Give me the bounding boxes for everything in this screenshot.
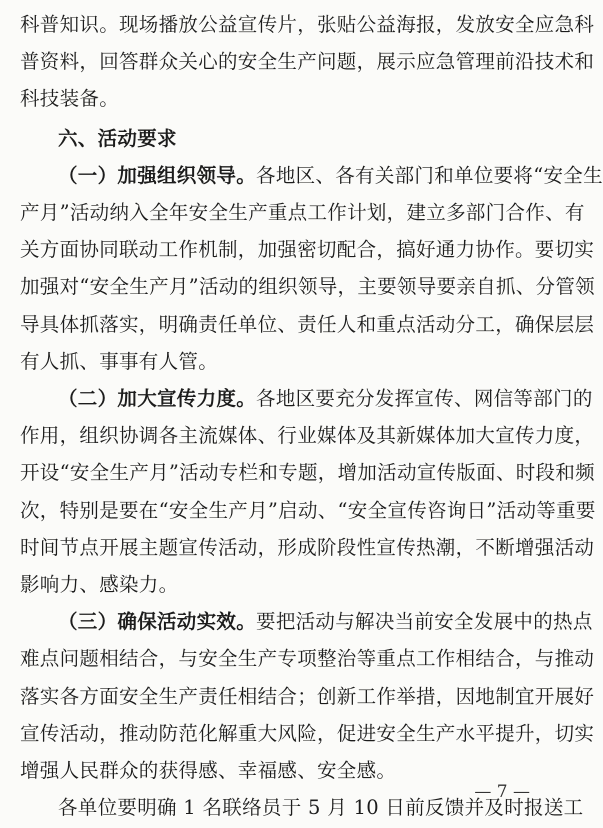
line-text: 次，特别是要在“安全生产月”启动、“安全宣传咨询日”活动等重要 [20, 498, 596, 522]
text-line [58, 788, 584, 828]
line-text: 时间节点开展主题宣传活动，形成阶段性宣传热潮，不断增强活动 [20, 535, 595, 559]
line-text: 开设“安全生产月”活动专栏和专题，增加活动宣传版面、时段和频 [20, 461, 595, 485]
subsection-title: （三）确保活动实效。 [58, 610, 257, 634]
line-text: 各地区、各有关部门和单位要将“安全生 [256, 163, 603, 187]
text-line [20, 565, 532, 605]
heading-text: 六、活动要求 [58, 126, 177, 150]
subsection-title: （二）加大宣传力度。 [58, 387, 257, 410]
text-line [20, 416, 595, 456]
text-line [20, 714, 595, 754]
line-text: 影响力、感染力。 [20, 573, 179, 596]
text-line [20, 528, 595, 568]
page-number: — 7 — [474, 782, 530, 802]
text-line [20, 305, 595, 345]
text-line [20, 677, 595, 717]
line-text: 要把活动与解决当前安全发展中的热点 [256, 610, 593, 634]
line-text: 难点问题相结合，与安全生产专项整治等重点工作相结合，与推动 [20, 647, 595, 671]
text-line [20, 342, 532, 382]
line-text: 作用，组织协调各主流媒体、行业媒体及其新媒体加大宣传力度， [20, 424, 595, 448]
text-line [20, 42, 595, 82]
text-line [20, 193, 585, 233]
text-line [20, 453, 595, 493]
text-line [58, 156, 603, 196]
section-heading [58, 119, 532, 159]
text-line [20, 5, 595, 45]
text-line [20, 267, 595, 307]
line-text: 加强对“安全生产月”活动的组织领导，主要领导要亲自抓、分管领 [20, 275, 595, 299]
line-text: 宣传活动，推动防范化解重大风险，促进安全生产水平提升，切实 [20, 721, 595, 745]
line-text: 落实各方面安全生产责任相结合；创新工作举措，因地制宜开展好 [20, 684, 595, 708]
line-text: 科普知识。现场播放公益宣传片，张贴公益海报，发放安全应急科 [20, 13, 595, 36]
text-line [20, 491, 596, 531]
line-text: 产月”活动纳入全年安全生产重点工作计划，建立多部门合作、有 [20, 201, 585, 224]
line-text: 有人抓、事事有人管。 [20, 349, 219, 373]
line-text: 普资料，回答群众关心的安全生产问题，展示应急管理前沿技术和 [20, 50, 595, 74]
line-text: 各单位要明确 1 名联络员于 5 月 10 日前反馈并及时报送工 [58, 796, 584, 820]
subsection-title: （一）加强组织领导。 [58, 163, 257, 187]
line-text: 增强人民群众的获得感、幸福感、安全感。 [20, 759, 397, 782]
text-line [58, 379, 593, 419]
text-line [20, 230, 595, 270]
line-text: 各地区要充分发挥宣传、网信等部门的 [256, 387, 593, 410]
line-text: 关方面协同联动工作机制，加强密切配合，搞好通力协作。要切实 [20, 238, 595, 262]
line-text: 导具体抓落实，明确责任单位、责任人和重点活动分工，确保层层 [20, 312, 595, 336]
text-line [20, 751, 532, 791]
text-line [20, 79, 532, 119]
text-line [20, 639, 595, 679]
line-text: 科技装备。 [20, 87, 120, 111]
text-line [58, 602, 593, 642]
